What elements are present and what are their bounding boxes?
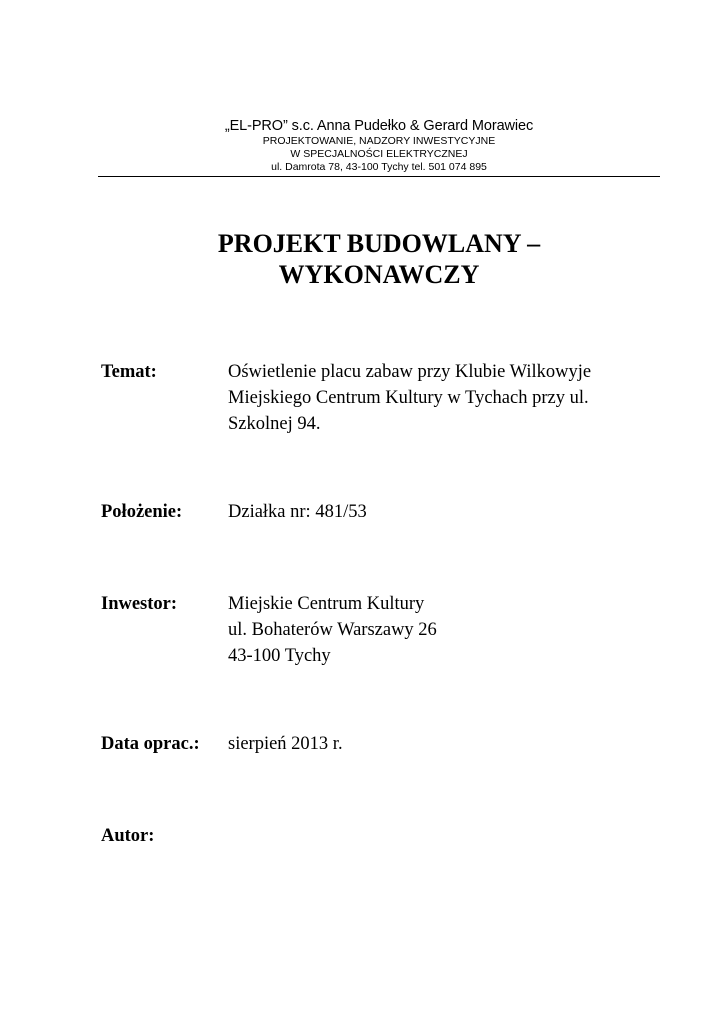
field-value-line: 43-100 Tychy [228, 646, 331, 666]
field-value-data [228, 731, 648, 757]
header-divider [98, 176, 660, 177]
letterhead [98, 118, 660, 174]
document-title [98, 228, 660, 290]
field-value-line: sierpień 2013 r. [228, 734, 343, 754]
company-specialty: W SPECJALNOŚCI ELEKTRYCZNEJ [290, 148, 468, 160]
field-label-temat: Temat: [101, 362, 157, 382]
field-value-inwestor [228, 591, 648, 669]
document-title-line-1: PROJEKT BUDOWLANY – [217, 229, 541, 258]
field-label-autor: Autor: [101, 826, 155, 846]
field-value-line: ul. Bohaterów Warszawy 26 [228, 620, 437, 640]
field-value-line: Oświetlenie placu zabaw przy Klubie Wilkowyje [228, 362, 592, 382]
field-value-temat [228, 359, 648, 437]
field-value-line: Miejskie Centrum Kultury [228, 594, 425, 614]
field-label-inwestor: Inwestor: [101, 594, 178, 614]
field-value-polozenie [228, 499, 648, 525]
company-address: ul. Damrota 78, 43-100 Tychy tel. 501 074 895 [271, 161, 487, 173]
field-value-line: Szkolnej 94. [228, 414, 321, 434]
document-title-line-2: WYKONAWCZY [278, 260, 480, 289]
field-label-data: Data oprac.: [101, 734, 200, 754]
company-name: „EL-PRO” s.c. Anna Pudełko & Gerard Morawiec [224, 118, 534, 134]
company-services: PROJEKTOWANIE, NADZORY INWESTYCYJNE [262, 135, 496, 147]
field-value-line: Działka nr: 481/53 [228, 502, 367, 522]
field-label-polozenie: Położenie: [101, 502, 183, 522]
field-value-line: Miejskiego Centrum Kultury w Tychach przy ul. [228, 388, 589, 408]
